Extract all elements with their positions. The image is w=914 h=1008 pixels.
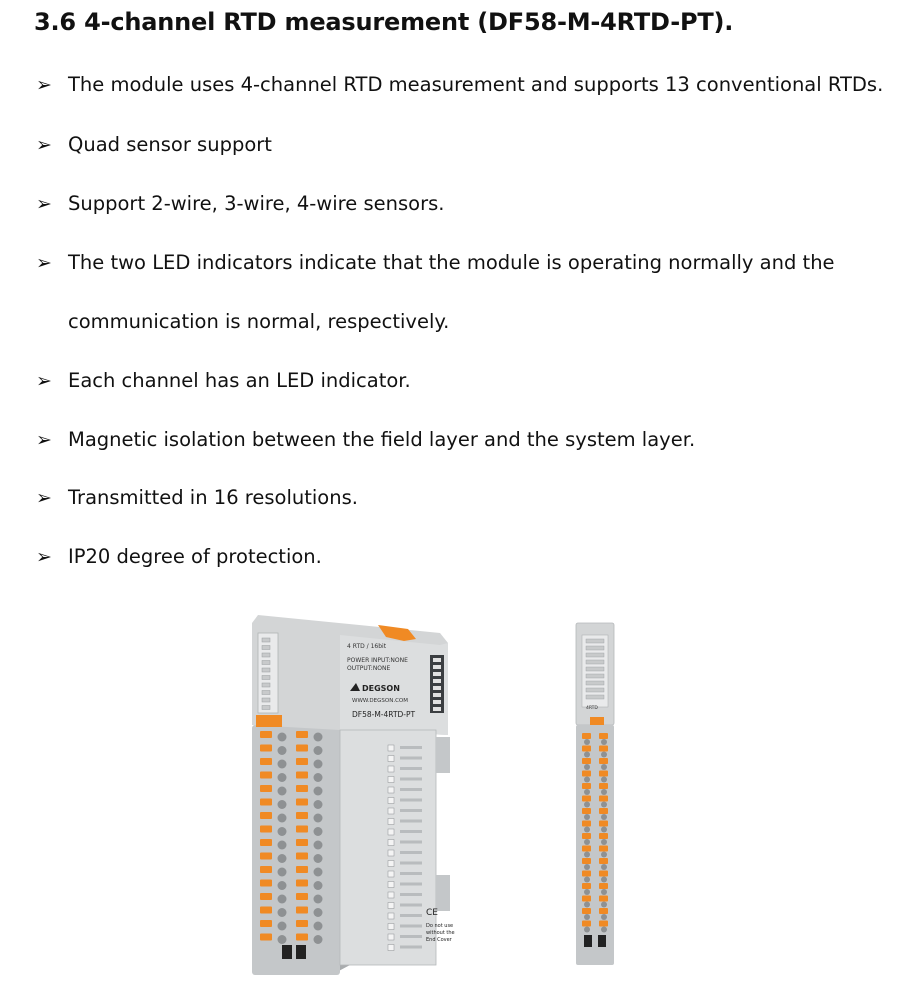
- side-led-dot: [586, 653, 604, 657]
- terminal-hole: [278, 773, 287, 782]
- rating-label: 4 RTD / 16bit: [347, 643, 387, 650]
- channel-led: [388, 777, 394, 783]
- arrow-bullet-icon: ➢: [36, 193, 52, 215]
- side-terminal-hole: [601, 852, 607, 858]
- side-terminal-lever: [582, 921, 591, 927]
- side-terminal-lever: [582, 833, 591, 839]
- side-terminal-lever: [599, 783, 608, 789]
- bullet-item: [36, 486, 358, 510]
- side-terminal-hole: [584, 789, 590, 795]
- terminal-lever: [296, 934, 308, 941]
- bullet-item: [36, 545, 322, 569]
- website-label: WWW.DEGSON.COM: [352, 698, 409, 704]
- terminal-lever: [260, 812, 272, 819]
- terminal-lever: [296, 839, 308, 846]
- side-terminal-hole: [601, 777, 607, 783]
- side-led-strip: [586, 639, 604, 699]
- notice-line-1: Do not use: [426, 923, 454, 929]
- dip-switch: [433, 672, 441, 676]
- channel-text-line: [400, 904, 422, 907]
- channel-text-line: [400, 809, 422, 812]
- channel-led: [388, 924, 394, 930]
- side-led-dot: [586, 667, 604, 671]
- channel-text-line: [400, 935, 422, 938]
- side-terminal-hole: [584, 889, 590, 895]
- channel-text-line: [400, 778, 422, 781]
- terminal-lever: [260, 772, 272, 779]
- terminal-hole: [278, 733, 287, 742]
- led-dot: [262, 676, 270, 680]
- power-input-label: POWER INPUT:NONE: [347, 657, 408, 664]
- output-label: OUTPUT:NONE: [347, 665, 391, 672]
- terminal-hole: [314, 733, 323, 742]
- side-terminal-hole: [601, 889, 607, 895]
- terminal-lever: [296, 812, 308, 819]
- side-terminal-lever: [599, 821, 608, 827]
- side-terminal-lever: [582, 783, 591, 789]
- terminal-hole: [314, 868, 323, 877]
- side-terminal-hole: [601, 752, 607, 758]
- bullet-item: [36, 133, 272, 157]
- side-terminal-hole: [584, 764, 590, 770]
- side-terminal-lever: [599, 771, 608, 777]
- led-dot: [262, 646, 270, 650]
- terminal-hole: [314, 854, 323, 863]
- side-terminal-hole: [584, 927, 590, 933]
- side-led-dot: [586, 639, 604, 643]
- side-terminal-hole: [584, 739, 590, 745]
- arrow-bullet-icon: ➢: [36, 487, 52, 509]
- terminal-lever: [260, 920, 272, 927]
- channel-led: [388, 756, 394, 762]
- bullet-text: Transmitted in 16 resolutions.: [68, 486, 358, 509]
- side-terminal-lever: [599, 858, 608, 864]
- terminal-lever: [296, 920, 308, 927]
- terminal-lever: [260, 826, 272, 833]
- channel-led: [388, 882, 394, 888]
- terminal-lever: [260, 893, 272, 900]
- bullet-item: [36, 73, 883, 97]
- dip-switch: [433, 665, 441, 669]
- bullet-text: IP20 degree of protection.: [68, 545, 322, 568]
- side-terminal-lever: [599, 846, 608, 852]
- channel-led: [388, 913, 394, 919]
- side-terminal-hole: [601, 877, 607, 883]
- channel-led: [388, 787, 394, 793]
- side-terminal-hole: [584, 839, 590, 845]
- side-terminal-hole: [584, 852, 590, 858]
- side-terminal-lever: [582, 908, 591, 914]
- model-label: DF58-M-4RTD-PT: [352, 710, 416, 719]
- terminal-hole: [314, 773, 323, 782]
- terminal-lever: [296, 826, 308, 833]
- bullet-text: Magnetic isolation between the field layer and the system layer.: [68, 428, 696, 451]
- arrow-bullet-icon: ➢: [36, 74, 52, 96]
- side-terminal-lever: [582, 821, 591, 827]
- side-terminal-hole: [601, 814, 607, 820]
- side-terminal-hole: [601, 764, 607, 770]
- side-terminal-hole: [601, 739, 607, 745]
- side-terminal-hole: [601, 914, 607, 920]
- terminal-lever: [296, 866, 308, 873]
- terminal-hole: [278, 827, 287, 836]
- module-side-view: [576, 623, 614, 965]
- terminal-lever: [260, 880, 272, 887]
- side-terminal-lever: [582, 758, 591, 764]
- side-terminal-hole: [584, 864, 590, 870]
- dip-switch: [433, 707, 441, 711]
- side-terminal-hole: [601, 802, 607, 808]
- channel-text-line: [400, 862, 422, 865]
- side-led-dot: [586, 688, 604, 692]
- terminal-lever: [260, 758, 272, 765]
- side-terminal-hole: [601, 902, 607, 908]
- side-led-dot: [586, 681, 604, 685]
- terminal-hole: [278, 895, 287, 904]
- arrow-bullet-icon: ➢: [36, 429, 52, 451]
- side-led-dot: [586, 674, 604, 678]
- bullet-text: Each channel has an LED indicator.: [68, 369, 411, 392]
- terminal-hole: [314, 760, 323, 769]
- channel-text-line: [400, 946, 422, 949]
- channel-led: [388, 861, 394, 867]
- side-terminal-hole: [584, 902, 590, 908]
- channel-text-line: [400, 914, 422, 917]
- side-terminal-hole: [601, 864, 607, 870]
- channel-led: [388, 934, 394, 940]
- terminal-hole: [278, 935, 287, 944]
- channel-text-line: [400, 851, 422, 854]
- terminal-lever: [260, 731, 272, 738]
- side-terminal-lever: [599, 808, 608, 814]
- led-dot: [262, 706, 270, 710]
- side-terminal-lever: [582, 796, 591, 802]
- side-terminal-lever: [582, 883, 591, 889]
- side-terminal-hole: [584, 752, 590, 758]
- side-terminal-lever: [582, 808, 591, 814]
- arrow-bullet-icon: ➢: [36, 546, 52, 568]
- section-heading: 3.6 4-channel RTD measurement (DF58-M-4RTD-PT).: [34, 8, 734, 36]
- led-dot: [262, 661, 270, 665]
- terminal-hole: [278, 746, 287, 755]
- channel-led: [388, 892, 394, 898]
- channel-led: [388, 808, 394, 814]
- side-terminal-lever: [599, 908, 608, 914]
- dip-switch: [433, 693, 441, 697]
- terminal-hole: [314, 787, 323, 796]
- terminal-hole: [314, 814, 323, 823]
- bullet-text: The module uses 4-channel RTD measurement and supports 13 conventional RTDs.: [68, 73, 884, 96]
- channel-text-line: [400, 757, 422, 760]
- terminal-hole: [314, 746, 323, 755]
- channel-text-line: [400, 872, 422, 875]
- terminal-lever: [296, 893, 308, 900]
- side-terminal-hole: [584, 827, 590, 833]
- side-terminal-hole: [584, 914, 590, 920]
- side-led-dot: [586, 660, 604, 664]
- channel-text-line: [400, 820, 422, 823]
- terminal-lever: [260, 866, 272, 873]
- bullet-item: [36, 428, 695, 452]
- channel-led: [388, 850, 394, 856]
- side-terminal-lever: [582, 846, 591, 852]
- terminal-hole: [278, 787, 287, 796]
- bullet-item: [36, 369, 411, 393]
- side-model-label: 4RTD: [586, 706, 598, 711]
- dip-switch: [433, 679, 441, 683]
- led-dot: [262, 653, 270, 657]
- terminal-hole: [314, 800, 323, 809]
- side-terminal-hole: [584, 814, 590, 820]
- terminal-lever: [296, 772, 308, 779]
- channel-led: [388, 871, 394, 877]
- notice-line-3: End Cover: [426, 937, 452, 943]
- ce-mark: CE: [426, 908, 438, 918]
- terminal-lever: [260, 799, 272, 806]
- channel-led: [388, 819, 394, 825]
- terminal-hole: [278, 922, 287, 931]
- channel-text-line: [400, 893, 422, 896]
- terminal-hole: [278, 908, 287, 917]
- terminal-lever: [260, 745, 272, 752]
- side-terminal-hole: [584, 777, 590, 783]
- side-terminal-hole: [601, 927, 607, 933]
- bullet-text: Quad sensor support: [68, 133, 272, 156]
- channel-led: [388, 798, 394, 804]
- terminal-hole: [278, 881, 287, 890]
- channel-text-line: [400, 830, 422, 833]
- side-terminal-lever: [582, 771, 591, 777]
- side-led-dot: [586, 646, 604, 650]
- bullet-item: [36, 251, 835, 275]
- channel-led: [388, 745, 394, 751]
- terminal-hole: [314, 935, 323, 944]
- arrow-bullet-icon: ➢: [36, 370, 52, 392]
- channel-text-line: [400, 799, 422, 802]
- terminal-hole: [278, 868, 287, 877]
- led-dot: [262, 668, 270, 672]
- dip-switch: [433, 658, 441, 662]
- terminal-hole: [314, 895, 323, 904]
- side-terminal-lever: [599, 796, 608, 802]
- terminal-hole: [314, 827, 323, 836]
- terminal-lever: [260, 907, 272, 914]
- channel-text-line: [400, 767, 422, 770]
- side-terminal-lever: [599, 883, 608, 889]
- channel-led: [388, 829, 394, 835]
- led-dot: [262, 698, 270, 702]
- led-dot: [262, 683, 270, 687]
- led-dot: [262, 638, 270, 642]
- terminal-hole: [278, 854, 287, 863]
- side-terminal-hole: [584, 802, 590, 808]
- channel-text-line: [400, 746, 422, 749]
- channel-led: [388, 766, 394, 772]
- side-terminal-lever: [599, 921, 608, 927]
- side-led-dot: [586, 695, 604, 699]
- channel-text-line: [400, 883, 422, 886]
- channel-led: [388, 903, 394, 909]
- side-terminal-lever: [599, 746, 608, 752]
- terminal-lever: [260, 839, 272, 846]
- bullet-text: Support 2-wire, 3-wire, 4-wire sensors.: [68, 192, 445, 215]
- terminal-hole: [314, 922, 323, 931]
- side-terminal-lever: [599, 758, 608, 764]
- notice-line-2: without the: [426, 930, 455, 936]
- bullet-item: [36, 192, 444, 216]
- side-terminal-hole: [601, 789, 607, 795]
- channel-text-line: [400, 925, 422, 928]
- terminal-hole: [278, 760, 287, 769]
- side-terminal-lever: [599, 733, 608, 739]
- dip-switch: [433, 700, 441, 704]
- channel-led: [388, 945, 394, 951]
- side-terminal-lever: [582, 871, 591, 877]
- channel-led: [388, 840, 394, 846]
- terminal-hole: [278, 841, 287, 850]
- channel-text-line: [400, 841, 422, 844]
- terminal-lever: [296, 880, 308, 887]
- brand-logo: DEGSON: [362, 684, 400, 693]
- side-terminal-lever: [582, 858, 591, 864]
- terminal-hole: [278, 800, 287, 809]
- terminal-lever: [296, 758, 308, 765]
- channel-text-line: [400, 788, 422, 791]
- terminal-hole: [278, 814, 287, 823]
- terminal-lever: [296, 731, 308, 738]
- side-terminal-hole: [601, 827, 607, 833]
- terminal-hole: [314, 908, 323, 917]
- terminal-lever: [260, 853, 272, 860]
- side-terminal-hole: [601, 839, 607, 845]
- side-terminal-lever: [599, 871, 608, 877]
- terminal-hole: [314, 841, 323, 850]
- side-terminal-hole: [584, 877, 590, 883]
- arrow-bullet-icon: ➢: [36, 252, 52, 274]
- side-terminal-lever: [599, 896, 608, 902]
- terminal-lever: [296, 907, 308, 914]
- bullet-continuation: communication is normal, respectively.: [68, 310, 450, 333]
- terminal-lever: [296, 785, 308, 792]
- product-photo: [240, 605, 640, 995]
- side-terminal-lever: [582, 896, 591, 902]
- side-terminal-lever: [582, 746, 591, 752]
- terminal-lever: [296, 745, 308, 752]
- led-dot: [262, 691, 270, 695]
- arrow-bullet-icon: ➢: [36, 134, 52, 156]
- terminal-lever: [260, 785, 272, 792]
- terminal-hole: [314, 881, 323, 890]
- side-terminal-lever: [582, 733, 591, 739]
- terminal-lever: [296, 853, 308, 860]
- terminal-lever: [260, 934, 272, 941]
- side-terminal-lever: [599, 833, 608, 839]
- dip-switch: [433, 686, 441, 690]
- bullet-text: The two LED indicators indicate that the module is operating normally and the: [68, 251, 835, 274]
- terminal-lever: [296, 799, 308, 806]
